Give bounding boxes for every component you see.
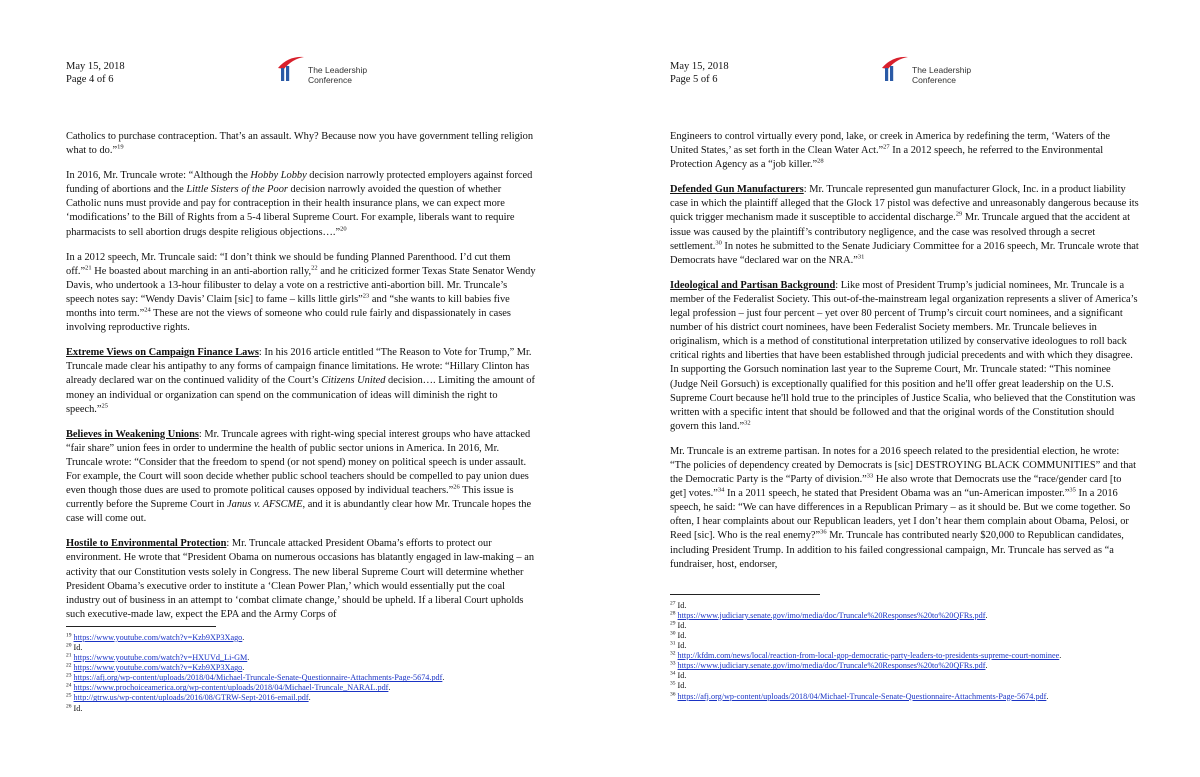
- footnote-link[interactable]: https://www.prochoiceamerica.org/wp-content/uploads/2018/04/Michael-Truncale_NARAL.pdf: [73, 683, 389, 693]
- page-header: [66, 60, 538, 130]
- footnote: $^{23}$ https://afj.org/wp-content/uploads/2018/04/Michael-Truncale-Senate-Questionnaire-Attachments-Page-5674.pdf.: [66, 672, 445, 683]
- page-body: [66, 130, 538, 622]
- section-heading: Extreme Views on Campaign Finance Laws: [66, 347, 259, 359]
- footnote: $^{28}$ https://www.judiciary.senate.gov/imo/media/doc/Truncale%20Responses%20to%20QFRs.pdf.: [670, 610, 988, 620]
- footnote-ref[interactable]: 19: [117, 143, 124, 151]
- logo-line-1: The Leadership: [912, 65, 972, 75]
- footnote-ref[interactable]: 23: [362, 292, 370, 300]
- footnote: $^{24}$ https://www.prochoiceamerica.org/wp-content/uploads/2018/04/Michael-Truncale_NARAL.pdf.: [66, 682, 391, 693]
- paragraph: Defended Gun Manufacturers: Mr. Truncale represented gun manufacturer Glock, Inc. in a product liability case in which the plaintiff alleged that the Glock 17 pistol was defective and unreasonably dangerous because its quick trigger mechanism made it susceptible to accidental discharge.$^{29}$ Mr. Truncale argued that the accident at issue was caused by the plaintiff’s contributory negligence, and the case was resolved through a secret settlement.$^{30}$ In notes he submitted to the Senate Judiciary Committee for a 2016 speech, Mr. Truncale wrote that Democrats have “declared war on the NRA.”$^{31}$: [670, 184, 1139, 266]
- footnote-link[interactable]: https://afj.org/wp-content/uploads/2018/04/Michael-Truncale-Senate-Questionnaire-Attachments-Page-5674.pdf: [73, 673, 443, 683]
- header-date: May 15, 2018: [66, 61, 125, 72]
- leadership-conference-logo-icon: [272, 52, 306, 82]
- footnote-link[interactable]: https://www.youtube.com/watch?v=Kzb9XP3Xago: [73, 632, 243, 642]
- footnotes: [670, 601, 1140, 702]
- section-heading: Defended Gun Manufacturers: [670, 184, 804, 196]
- footnote-ref[interactable]: 24: [144, 306, 151, 314]
- footnote: $^{19}$ https://www.youtube.com/watch?v=Kzb9XP3Xago.: [66, 632, 245, 642]
- logo-wordmark: [308, 65, 367, 85]
- footnote: $^{25}$ http://gtrw.us/wp-content/uploads/2016/08/GTRW-Sept-2016-email.pdf.: [66, 692, 311, 703]
- footnote: $^{34}$ Id.: [670, 670, 687, 681]
- paragraph: In 2016, Mr. Truncale wrote: “Although the Hobby Lobby decision narrowly protected employers against forced funding of abortions and the Little Sisters of the Poor decision narrowly avoided the question of whether Catholic nuns must provide and pay for contraception in their health insurance plans, we can expect more ‘modifications’ to the Bill of Rights from a 5-4 liberal Supreme Court. For example, liberals want to require pharmacists to sell abortion drugs despite religious objections….”$^{20}$: [66, 170, 533, 238]
- leadership-conference-logo-icon: [876, 52, 910, 82]
- paragraph: Believes in Weakening Unions: Mr. Truncale agrees with right-wing special interest groups who have attacked “fair share” union fees in order to undermine the health of public sector unions in America. In 2016, Mr. Truncale wrote: “Consider that the freedom to spend (or not spend) money on political speech is under assault. For example, the Court will soon decide whether public school teachers should be compelled to pay union dues even though those dues are used to promote political causes opposed by individual teachers.”$^{26}$ This issue is currently before the Supreme Court in Janus v. AFSCME, and it is abundantly clear how Mr. Truncale hopes the case will come out.: [66, 428, 532, 525]
- footnote-ref[interactable]: 26: [453, 483, 460, 491]
- header-page-number: Page 5 of 6: [670, 74, 718, 85]
- footnote-ref[interactable]: 33: [866, 472, 874, 480]
- paragraph: Extreme Views on Campaign Finance Laws: In his 2016 article entitled “The Reason to Vote for Trump,” Mr. Truncale made clear his antipathy to any forms of campaign finance limitations. He wrote: “Hillary Clinton has already declared war on the continued validity of the Court’s Citizens United decision…. Limiting the amount of money an individual or organization can spend on the communication of ideas will diminish the right to speech.”$^{25}$: [66, 347, 535, 415]
- footnote: $^{21}$ https://www.youtube.com/watch?v=HXUVd_Li-GM.: [66, 652, 250, 663]
- header-page-number: Page 4 of 6: [66, 74, 114, 85]
- paragraph: In a 2012 speech, Mr. Truncale said: “I don’t think we should be funding Planned Parenthood. I’d cut them off.”$^{21}$ He boasted about marching in an anti-abortion rally,$^{22}$ and he criticized former Texas State Senator Wendy Davis, who undertook a 13-hour filibuster to delay a vote on a restrictive anti-abortion bill. Mr. Truncale’s speech notes say: “Wendy Davis’ Claim [sic] to fame – kills little girls”$^{23}$ and “she wants to kill babies five months into term.”$^{24}$ These are not the views of someone who could rule fairly and dispassionately in cases involving reproductive rights.: [66, 251, 536, 334]
- footnote: $^{33}$ https://www.judiciary.senate.gov/imo/media/doc/Truncale%20Responses%20to%20QFRs.pdf.: [670, 660, 988, 671]
- footnote-ref[interactable]: 29: [955, 211, 963, 218]
- footnote-divider: [66, 626, 216, 627]
- footnote-link[interactable]: https://www.judiciary.senate.gov/imo/media/doc/Truncale%20Responses%20to%20QFRs.pdf: [677, 610, 986, 620]
- footnote-link[interactable]: http://gtrw.us/wp-content/uploads/2016/08/GTRW-Sept-2016-email.pdf: [73, 693, 309, 703]
- page-body: [670, 130, 1140, 572]
- paragraph: Hostile to Environmental Protection: Mr. Truncale attacked President Obama’s efforts to protect our environment. He wrote that “President Obama on numerous occasions has blatantly engaged in law-making – an activity that our Constitution vests solely in Congress. The new liberal Supreme Court will determine whether President Obama’s executive order to institute a ‘Clean Power Plan,’ which would essentially put the coal industry out of business in an attempt to ‘combat climate change,’ should be upheld. If a liberal Court upholds such executive-made law, expect the EPA and the Army Corps of: [66, 538, 535, 620]
- footnote-link[interactable]: https://afj.org/wp-content/uploads/2018/04/Michael-Truncale-Senate-Questionnaire-Attachments-Page-5674.pdf: [677, 691, 1047, 701]
- logo-wordmark: [912, 65, 971, 85]
- footnote-ref[interactable]: 25: [101, 402, 108, 410]
- footnote-divider: [670, 594, 820, 595]
- paragraph: Catholics to purchase contraception. That’s an assault. Why? Because now you have government telling religion what to do.”$^{19}$: [66, 131, 534, 157]
- footnotes: [66, 633, 538, 714]
- footnote: $^{36}$ https://afj.org/wp-content/uploads/2018/04/Michael-Truncale-Senate-Questionnaire-Attachments-Page-5674.pdf.: [670, 690, 1049, 701]
- logo-line-2: Conference: [308, 75, 352, 85]
- footnote-ref[interactable]: 27: [883, 143, 890, 151]
- footnote: $^{20}$ Id.: [66, 642, 83, 652]
- header-date: May 15, 2018: [670, 61, 729, 72]
- footnote: $^{35}$ Id.: [670, 680, 687, 691]
- footnote-ref[interactable]: 32: [744, 419, 751, 427]
- footnote-link[interactable]: https://www.judiciary.senate.gov/imo/media/doc/Truncale%20Responses%20to%20QFRs.pdf: [677, 661, 986, 671]
- footnote: $^{27}$ Id.: [670, 599, 687, 610]
- footnote-ref[interactable]: 22: [311, 264, 318, 272]
- footnote-link[interactable]: https://www.youtube.com/watch?v=Kzb9XP3Xago: [73, 663, 243, 673]
- footnote-ref[interactable]: 28: [817, 157, 824, 165]
- footnote: $^{30}$ Id.: [670, 630, 687, 640]
- footnote-ref[interactable]: 36: [820, 528, 827, 536]
- footnote-ref[interactable]: 20: [340, 225, 347, 233]
- footnote-ref[interactable]: 31: [857, 253, 865, 261]
- leadership-conference-logo: [876, 52, 971, 85]
- logo-line-2: Conference: [912, 75, 956, 85]
- paragraph: Mr. Truncale is an extreme partisan. In notes for a 2016 speech related to the presidential election, he wrote: “The policies of dependency created by Democrats is [sic] DESTROYING BLACK COMMUNITIES” and that the Democratic Party is the “Party of division.”$^{33}$ He also wrote that Democrats use the “race/gender card [to get] votes.”$^{34}$ In a 2011 speech, he stated that President Obama was an “un-American imposter.”$^{35}$ In a 2016 speech, he said: “We can have differences in a Republican Primary – as it should be. But we come together. So often, I hear complaints about our Republican leaders, yet I don’t hear them complain about Obama, Pelosi, or Reed [sic]. Who is the real enemy?”$^{36}$ Mr. Truncale has contributed nearly $20,000 to Republican candidates, including President Trump. In addition to his failed congressional campaign, Mr. Truncale has served as “a fundraiser, host, endorser,: [670, 445, 1137, 570]
- footnote-ref[interactable]: 21: [85, 264, 92, 272]
- footnote: $^{32}$ http://kfdm.com/news/local/reaction-from-local-gop-democratic-party-leaders-to-presidents-supreme-court-nominee.: [670, 650, 1062, 661]
- footnote: $^{31}$ Id.: [670, 640, 687, 651]
- section-heading: Hostile to Environmental Protection: [66, 538, 227, 550]
- footnote-ref[interactable]: 35: [1069, 486, 1076, 494]
- page-header: [670, 60, 1140, 130]
- section-heading: Believes in Weakening Unions: [66, 428, 199, 440]
- footnote: $^{22}$ https://www.youtube.com/watch?v=Kzb9XP3Xago.: [66, 662, 245, 673]
- paragraph: Ideological and Partisan Background: Like most of President Trump’s judicial nominees, Mr. Truncale is a member of the Federalist Society. This out-of-the-mainstream legal organization represents a sliver of America’s legal profession – just four percent – yet over 80 percent of Trump’s circuit court nominees, and a significant number of his district court nominees, have been Federalist Society members. Mr. Truncale believes in originalism, which is a method of constitutional interpretation utilized by conservative ideologues to roll back critical rights and liberties that have been established through judicial precedents and with which they disagree. In supporting the Gorsuch nomination last year to the Supreme Court, Mr. Truncale stated: “This nominee (Judge Neil Gorsuch) is exceptionally qualified for this position and he'll offer great leadership on the U.S. Supreme Court because he'll hold true to the principles of Justice Scalia, who believed that the Constitution was written with a specific intent that should be followed and that the original words of the Constitution should govern this land.”$^{32}$: [670, 279, 1138, 432]
- paragraph: Engineers to control virtually every pond, lake, or creek in America by redefining the term, ‘Waters of the United States,’ as set forth in the Clean Water Act.”$^{27}$ In a 2012 speech, he referred to the Environmental Protection Agency as a “job killer.”$^{28}$: [670, 131, 1111, 171]
- footnote: $^{29}$ Id.: [670, 620, 687, 630]
- footnote-ref[interactable]: 30: [715, 239, 722, 247]
- section-heading: Ideological and Partisan Background: [670, 279, 836, 291]
- footnote-ref[interactable]: 34: [717, 486, 725, 494]
- logo-line-1: The Leadership: [308, 65, 368, 75]
- footnote: $^{26}$ Id.: [66, 702, 83, 713]
- footnote-link[interactable]: http://kfdm.com/news/local/reaction-from-local-gop-democratic-party-leaders-to-presidents-supreme-court-nominee: [677, 651, 1060, 661]
- footnote-link[interactable]: https://www.youtube.com/watch?v=HXUVd_Li-GM: [73, 653, 248, 663]
- leadership-conference-logo: [272, 52, 367, 85]
- page-5: [600, 0, 1200, 777]
